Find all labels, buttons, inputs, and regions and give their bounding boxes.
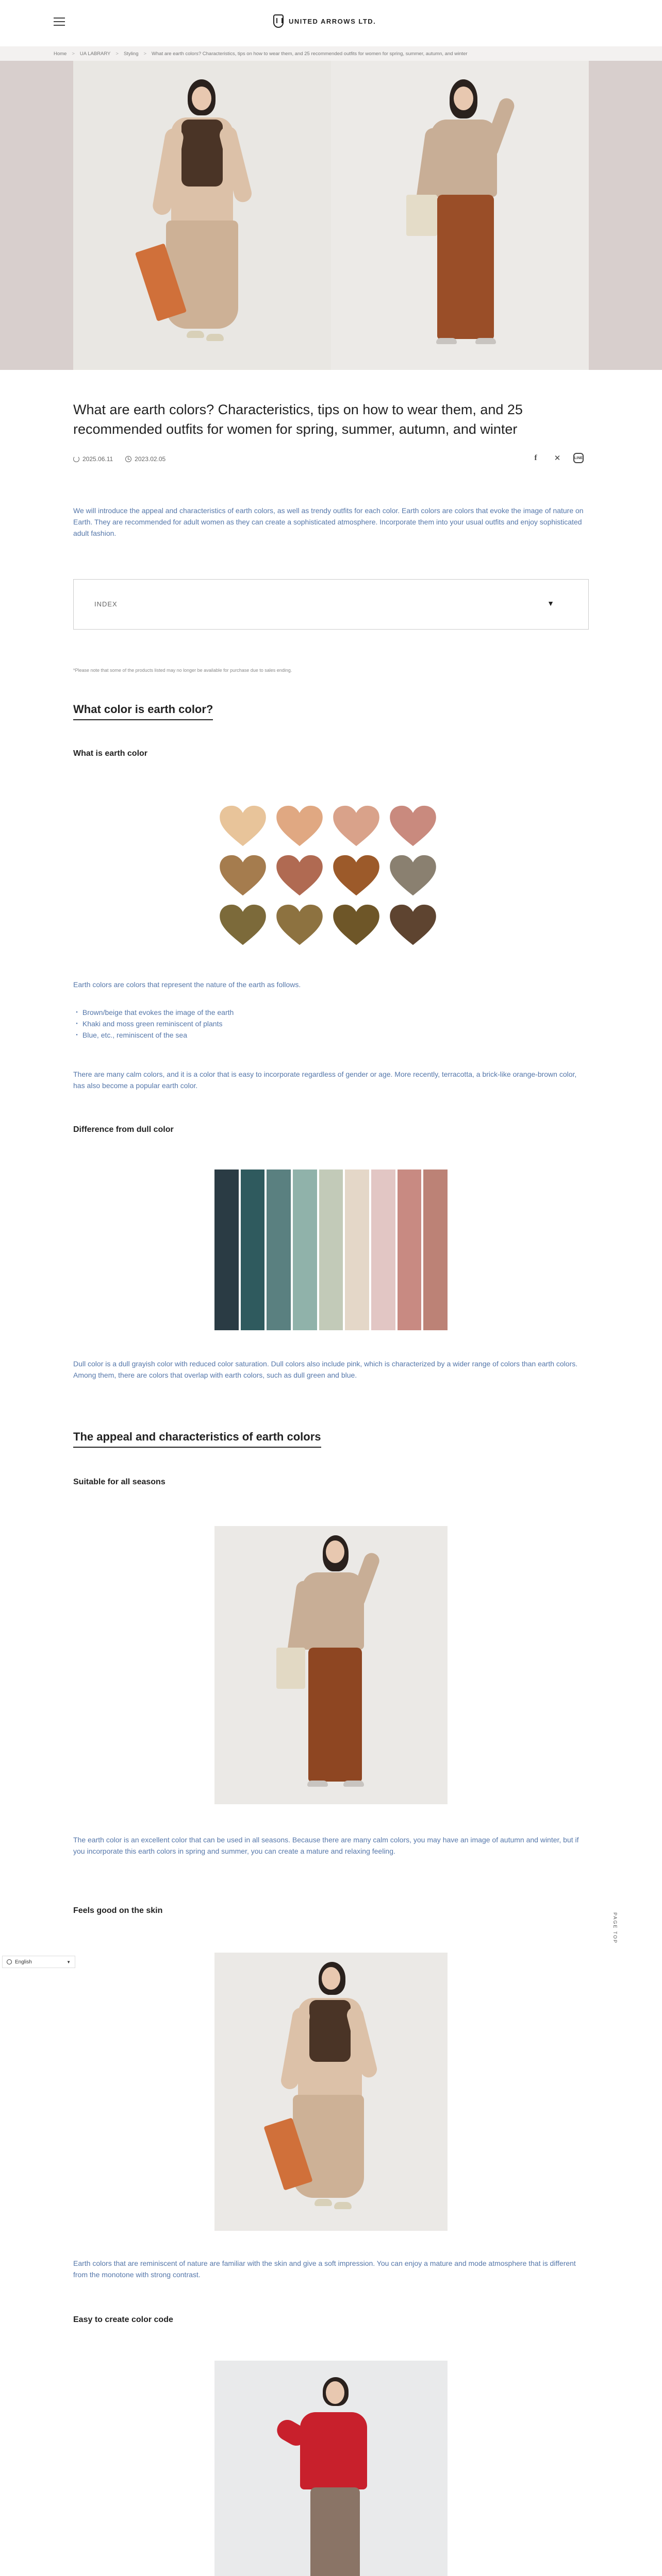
hero-photo-right	[331, 61, 589, 370]
color-swatch-heart	[275, 904, 324, 947]
breadcrumb-home[interactable]: Home	[54, 50, 67, 57]
color-swatch-heart	[219, 904, 267, 947]
line-icon[interactable]: LINE	[573, 453, 584, 463]
breadcrumb-styling[interactable]: Styling	[123, 50, 139, 57]
index-label: INDEX	[94, 600, 118, 608]
color-swatch-heart	[219, 854, 267, 897]
color-swatch-heart	[219, 805, 267, 848]
share-bar	[530, 452, 584, 464]
section-heading-appeal: The appeal and characteristics of earth colors	[73, 1430, 321, 1448]
outfit-photo-vest-skirt	[214, 1953, 448, 2231]
section-heading-earth-color: What color is earth color?	[73, 703, 213, 720]
color-swatch-heart	[332, 805, 380, 848]
availability-note: *Please note that some of the products listed may no longer be available for purchase due to sales ending.	[73, 668, 292, 673]
list-item: ・ Khaki and moss green reminiscent of plants	[73, 1020, 223, 1028]
earth-color-definition: Earth colors are colors that represent the nature of the earth as follows.	[73, 980, 301, 989]
color-swatch-bar	[423, 1170, 448, 1330]
color-swatch-bar	[371, 1170, 395, 1330]
article-title: What are earth colors? Characteristics, tips on how to wear them, and 25 recommended outfits for women for spring, summer, autumn, and winter	[73, 402, 523, 437]
outfit-photo-brown-pants	[214, 1526, 448, 1804]
dull-color-description: Dull color is a dull grayish color with reduced color saturation. Dull colors also include pink, which is characterized by a wider range of colors than earth colors. Among them, there are colors that overlap with earth colors, such as dull green and blue.	[73, 1360, 578, 1379]
skin-description: Earth colors that are reminiscent of nature are familiar with the skin and give a soft impression. You can enjoy a mature and mode atmosphere that is different from the monotone with strong contrast.	[73, 2259, 576, 2279]
language-selector[interactable]	[2, 1956, 75, 1968]
breadcrumb-current: What are earth colors? Characteristics, tips on how to wear them, and 25 recommended outfits for women for spring, summer, autumn, and winter	[152, 50, 468, 57]
united-arrows-crest-icon	[273, 14, 284, 28]
color-swatch-bar	[214, 1170, 239, 1330]
color-swatch-bar	[398, 1170, 422, 1330]
subheading-easy-color-code: Easy to create color code	[73, 2315, 173, 2324]
color-swatch-bar	[293, 1170, 317, 1330]
x-icon[interactable]: ✕	[554, 454, 561, 463]
refresh-icon	[73, 456, 79, 462]
earth-color-popularity: There are many calm colors, and it is a color that is easy to incorporate regardless of gender or age. More recently, terracotta, a brick-like orange-brown color, has also become a popular earth color.	[73, 1070, 577, 1090]
breadcrumb-library[interactable]: UA LABRARY	[79, 50, 111, 57]
subheading-feels-good: Feels good on the skin	[73, 1906, 163, 1915]
hamburger-menu-icon[interactable]	[54, 18, 65, 26]
hero-image	[0, 61, 662, 370]
all-seasons-description: The earth color is an excellent color that can be used in all seasons. Because there are many calm colors, you may have an image of autumn and winter, but if you incorporate this earth colors in spring and summer, you can create a mature and relaxing feeling.	[73, 1836, 579, 1855]
triangle-down-icon: ▼	[547, 599, 554, 607]
published-date: 2023.02.05	[135, 455, 166, 463]
list-item: ・ Blue, etc., reminiscent of the sea	[73, 1031, 187, 1039]
subheading-what-is-earth-color: What is earth color	[73, 749, 148, 758]
hero-photo-left	[73, 61, 331, 370]
brand-name: UNITED ARROWS LTD.	[289, 17, 376, 25]
facebook-icon[interactable]: f	[534, 453, 537, 462]
color-swatch-bar	[345, 1170, 369, 1330]
brand-logo[interactable]	[273, 13, 376, 29]
index-toggle[interactable]	[73, 579, 589, 630]
language-label: English	[15, 1959, 32, 1965]
color-swatch-heart	[275, 854, 324, 897]
color-swatch-heart	[389, 854, 437, 897]
color-swatch-bar	[267, 1170, 291, 1330]
page-top-button[interactable]: PAGE TOP	[613, 1912, 618, 1944]
subheading-dull-color: Difference from dull color	[73, 1125, 174, 1134]
clock-icon	[125, 456, 131, 462]
breadcrumb: Home > UA LABRARY > Styling > What are earth colors? Characteristics, tips on how to wear them, and 25 recommended outfits for women for spring, summer, autumn, and winter	[0, 46, 662, 61]
article-intro: We will introduce the appeal and characteristics of earth colors, as well as trendy outfits for each color. Earth colors are colors that evoke the image of nature on Earth. They are recommended for adult women as they can create a sophisticated atmosphere. Incorporate them into your usual outfits and enjoy sophisticated adult fashion.	[73, 506, 584, 537]
outfit-photo-red-sweater	[214, 2361, 448, 2576]
color-swatch-heart	[332, 854, 380, 897]
list-item: ・ Brown/beige that evokes the image of the earth	[73, 1008, 234, 1016]
chevron-down-icon: ▼	[67, 1959, 71, 1964]
color-swatch-bar	[241, 1170, 265, 1330]
updated-date: 2025.06.11	[82, 455, 113, 463]
color-swatch-heart	[332, 904, 380, 947]
dull-color-swatches	[214, 1170, 448, 1330]
globe-icon	[7, 1959, 12, 1964]
color-swatch-heart	[389, 904, 437, 947]
color-swatch-bar	[319, 1170, 343, 1330]
color-swatch-heart	[275, 805, 324, 848]
site-header	[0, 0, 662, 46]
color-swatch-heart	[389, 805, 437, 848]
earth-color-hearts	[219, 805, 441, 947]
subheading-all-seasons: Suitable for all seasons	[73, 1478, 166, 1486]
article-dates	[73, 455, 166, 463]
